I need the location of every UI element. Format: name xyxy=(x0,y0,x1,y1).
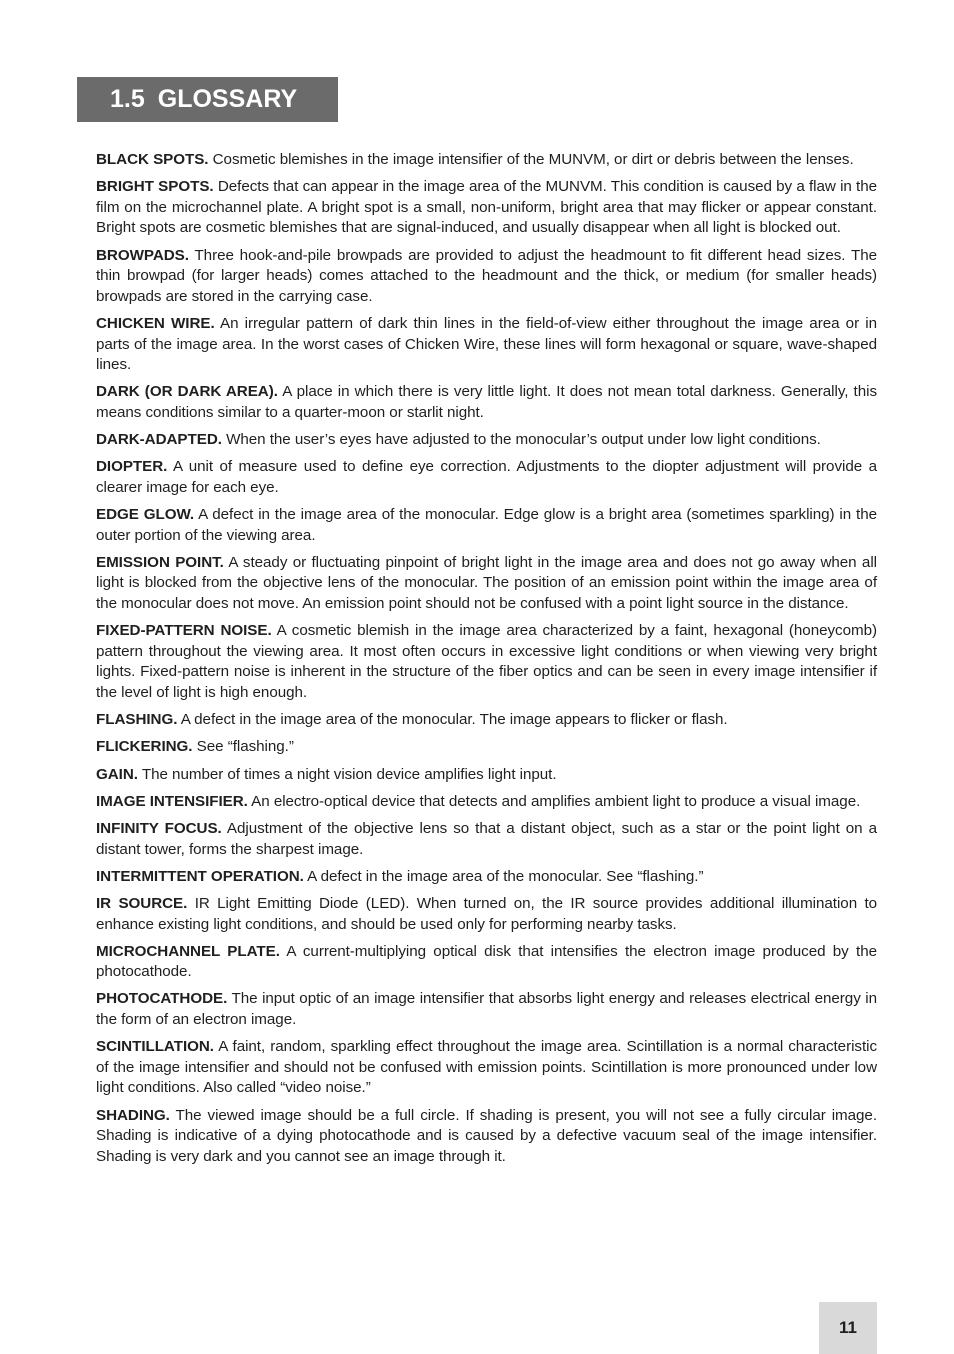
glossary-entry xyxy=(96,382,877,423)
glossary-entry xyxy=(96,894,877,935)
glossary-term: FIXED-PATTERN NOISE. xyxy=(96,622,272,640)
page-number-box xyxy=(819,1302,877,1354)
glossary-definition: A steady or fluctuating pinpoint of bright light in the image area and does not go away when all light is blocked from the objective lens of the monocular. The position of an emission point within the image area of the monocular does not move. An emission point should not be confused with a point light source in the distance. xyxy=(96,553,877,613)
glossary-definition: The input optic of an image intensifier that absorbs light energy and releases electrical energy in the form of an electron image. xyxy=(96,990,877,1029)
glossary-term: PHOTOCATHODE. xyxy=(96,990,228,1008)
glossary-entry xyxy=(96,1106,877,1168)
section-number: 1.5 xyxy=(110,85,145,113)
glossary-definition: The viewed image should be a full circle. If shading is present, you will not see a fully circular image. Shading is indicative of a dying photocathode and is caused by a defective vacuum seal of the image intensifier. Shading is very dark and you cannot see an image through it. xyxy=(96,1106,877,1165)
section-title: GLOSSARY xyxy=(157,85,298,113)
glossary-definition: Three hook-and-pile browpads are provided to adjust the headmount to fit different head sizes. The thin browpad (for larger heads) comes attached to the headmount and the thick, or medium (for smaller heads) browpads are stored in the carrying case. xyxy=(96,246,877,305)
glossary-definition: Adjustment of the objective lens so that a distant object, such as a star or the point light on a distant tower, forms the sharpest image. xyxy=(96,819,877,858)
glossary-definition: IR Light Emitting Diode (LED). When turned on, the IR source provides additional illumination to enhance existing light conditions, and should be used only for performing nearby tasks. xyxy=(96,894,878,933)
glossary-entry xyxy=(96,792,877,813)
glossary-entry xyxy=(96,505,877,546)
glossary-term: SHADING. xyxy=(96,1106,170,1124)
glossary-term: BROWPADS. xyxy=(96,246,189,264)
glossary-definition: When the user’s eyes have adjusted to the monocular’s output under low light conditions. xyxy=(226,431,821,449)
glossary-entry xyxy=(96,246,877,308)
glossary-entry xyxy=(96,553,877,615)
glossary-definition: Defects that can appear in the image area of the MUNVM. This condition is caused by a flaw in the film on the microchannel plate. A bright spot is a small, non-uniform, bright area that may flicker or appear constant. Bright spots are cosmetic blemishes that are signal-induced, and usually disappear when all light is blocked out. xyxy=(96,178,878,237)
glossary-term: INFINITY FOCUS. xyxy=(96,819,222,837)
glossary-entry xyxy=(96,765,877,786)
glossary-definition: A defect in the image area of the monocular. See “flashing.” xyxy=(307,867,704,885)
glossary-entry xyxy=(96,150,877,171)
glossary-term: FLASHING. xyxy=(96,711,178,729)
glossary-definition: A faint, random, sparkling effect throughout the image area. Scintillation is a normal characteristic of the image intensifier and should not be confused with emission points. Scintillation is more pronounced under low light conditions. Also called “video noise.” xyxy=(96,1038,877,1097)
glossary-definition: An irregular pattern of dark thin lines in the field-of-view either throughout the image area or in parts of the image area. In the worst cases of Chicken Wire, these lines will form hexagonal or square, wave-shaped lines. xyxy=(96,314,877,374)
glossary-definition: Cosmetic blemishes in the image intensifier of the MUNVM, or dirt or debris between the lenses. xyxy=(212,151,854,168)
glossary-term: EMISSION POINT. xyxy=(96,553,224,571)
glossary-entry xyxy=(96,737,877,758)
glossary-entry xyxy=(96,942,877,983)
glossary-term: BLACK SPOTS. xyxy=(96,151,209,168)
glossary-definition: A place in which there is very little light. It does not mean total darkness. Generally, this means conditions similar to a quarter-moon or starlit night. xyxy=(96,383,877,421)
glossary-definition: A cosmetic blemish in the image area characterized by a faint, hexagonal (honeycomb) pattern throughout the viewing area. It most often occurs in excessive light conditions or when viewing very bright lights. Fixed-pattern noise is inherent in the structure of the fiber optics and can be seen in every image intensifier if the level of light is high enough. xyxy=(96,622,877,701)
glossary-term: GAIN. xyxy=(96,765,138,783)
glossary-definition: A current-multiplying optical disk that intensifies the electron image produced by the photocathode. xyxy=(96,942,877,981)
glossary-term: DARK-ADAPTED. xyxy=(96,431,222,449)
glossary-definition: A unit of measure used to define eye correction. Adjustments to the diopter adjustment will provide a clearer image for each eye. xyxy=(96,458,877,496)
glossary-term: IMAGE INTENSIFIER. xyxy=(96,792,248,810)
glossary-entry xyxy=(96,177,877,239)
glossary-entry xyxy=(96,621,877,703)
glossary-term: DARK (OR DARK AREA). xyxy=(96,383,278,401)
glossary-definition: An electro-optical device that detects and amplifies ambient light to produce a visual image. xyxy=(251,792,861,810)
glossary-entry xyxy=(96,457,877,498)
glossary-term: BRIGHT SPOTS. xyxy=(96,178,214,196)
glossary-definition: The number of times a night vision device amplifies light input. xyxy=(141,765,557,783)
glossary-term: EDGE GLOW. xyxy=(96,506,195,524)
glossary-entry xyxy=(96,710,877,731)
glossary-entry xyxy=(96,430,877,451)
glossary-definition: A defect in the image area of the monocular. Edge glow is a bright area (sometimes sparkling) in the outer portion of the viewing area. xyxy=(96,506,877,544)
glossary-term: CHICKEN WIRE. xyxy=(96,314,215,332)
glossary-entry xyxy=(96,314,877,376)
glossary-term: IR SOURCE. xyxy=(96,894,188,912)
glossary-term: SCINTILLATION. xyxy=(96,1038,214,1056)
glossary-term: DIOPTER. xyxy=(96,458,168,476)
section-header xyxy=(77,77,338,122)
glossary-entry xyxy=(96,819,877,860)
glossary-term: INTERMITTENT OPERATION. xyxy=(96,867,304,885)
glossary-list xyxy=(96,150,877,1174)
glossary-term: FLICKERING. xyxy=(96,738,193,756)
glossary-definition: See “flashing.” xyxy=(196,738,294,756)
glossary-entry xyxy=(96,867,877,888)
glossary-definition: A defect in the image area of the monocular. The image appears to flicker or flash. xyxy=(180,711,728,729)
glossary-term: MICROCHANNEL PLATE. xyxy=(96,942,280,960)
glossary-entry xyxy=(96,989,877,1030)
glossary-entry xyxy=(96,1037,877,1099)
page-number: 11 xyxy=(839,1318,857,1337)
